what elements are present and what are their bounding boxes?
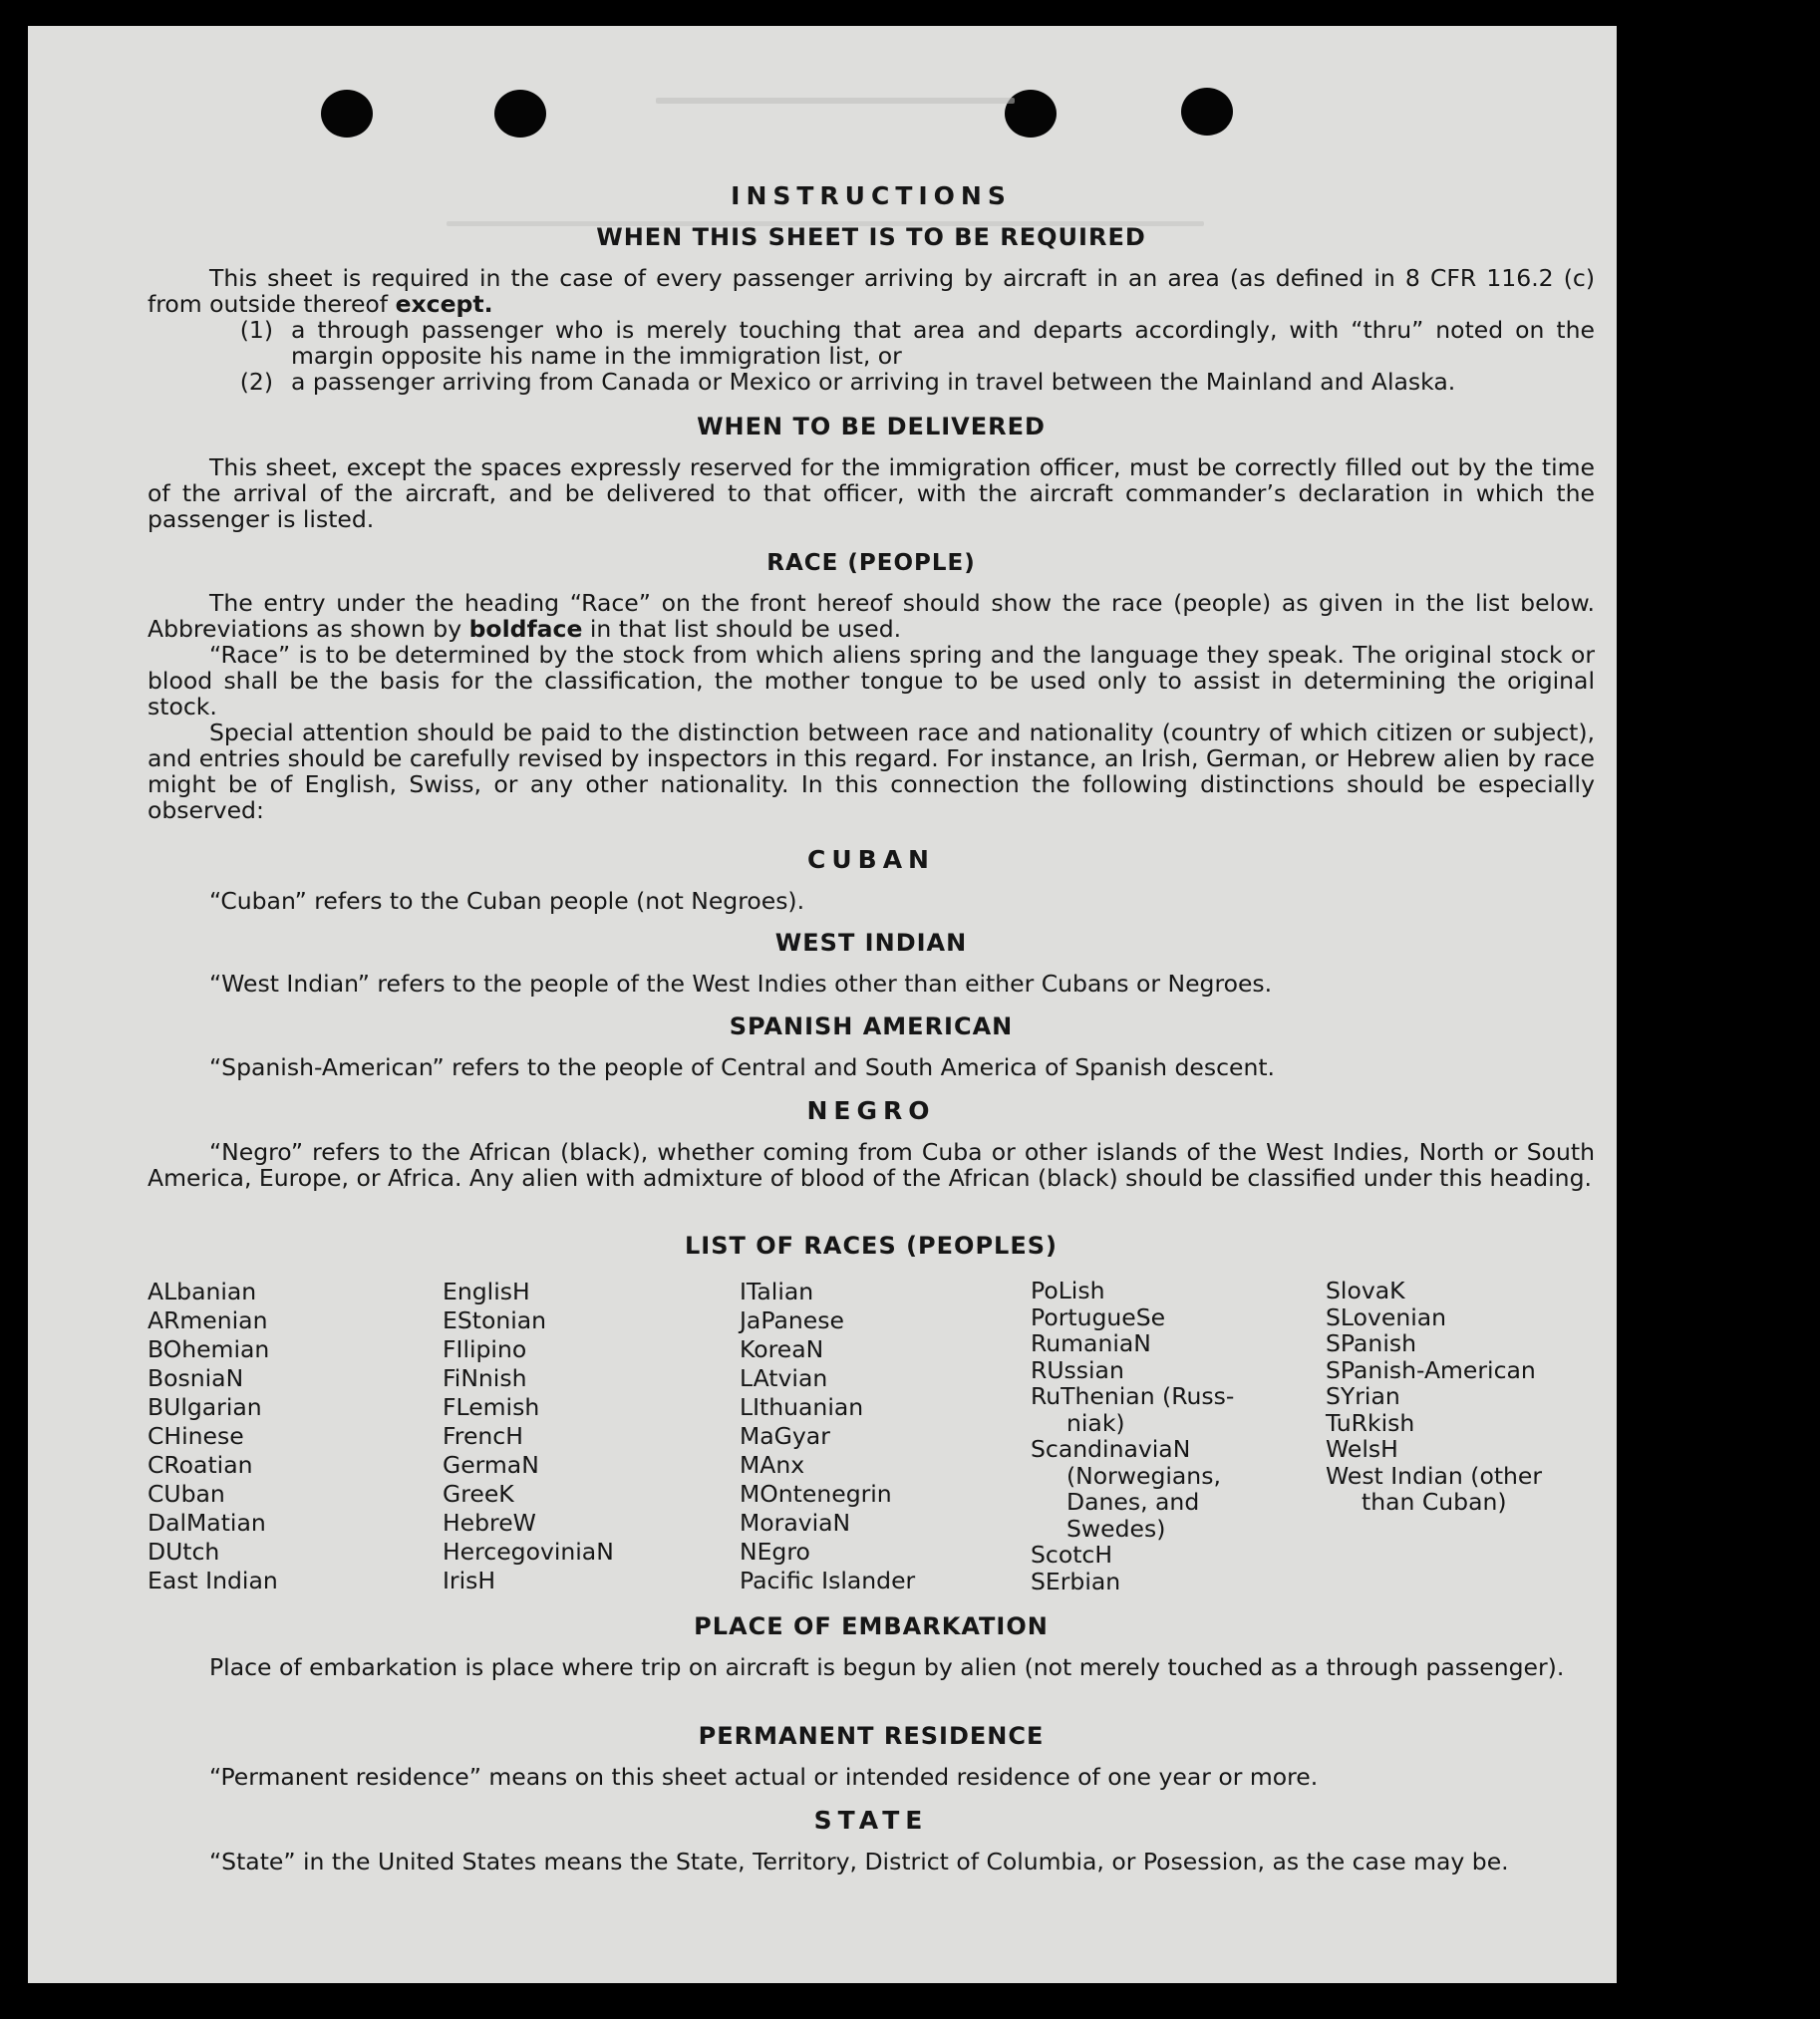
section-heading-spanish-american: SPANISH AMERICAN	[729, 1012, 1014, 1040]
race-item: MAnx	[740, 1451, 805, 1479]
section-heading-when-delivered: WHEN TO BE DELIVERED	[697, 413, 1046, 440]
page-title: INSTRUCTIONS	[731, 181, 1012, 210]
race-item: EStonian	[443, 1306, 547, 1334]
race-item: SLovenian	[1326, 1302, 1447, 1331]
race-item: BUlgarian	[148, 1393, 262, 1421]
list-item: (1) a through passenger who is merely touching that area and departs accordingly, with “thru” noted on the margin opposite his name in the immigration list, or	[239, 316, 1595, 370]
race-item: Danes, and	[1066, 1488, 1200, 1516]
race-item: ITalian	[740, 1278, 814, 1305]
race-paragraph: The entry under the heading “Race” on the front hereof should show the race (people) as given in the list below. Abbreviations as shown by boldface in that list should be used.	[148, 589, 1595, 643]
embarkation-paragraph: Place of embarkation is place where trip on aircraft is begun by alien (not merely touched as a through passenger).	[209, 1653, 1565, 1681]
race-item: LAtvian	[740, 1364, 828, 1392]
race-item: SYrian	[1326, 1382, 1400, 1410]
section-heading-west-indian: WEST INDIAN	[774, 929, 968, 957]
bleed-through-mark	[656, 98, 1015, 104]
race-item: ScotcH	[1031, 1541, 1113, 1569]
race-item: RuThenian (Russ-	[1031, 1382, 1235, 1410]
races-column	[443, 1278, 740, 1595]
cuban-paragraph: “Cuban” refers to the Cuban people (not Negroes).	[209, 887, 805, 915]
race-item: ScandinaviaN	[1031, 1435, 1191, 1463]
race-item: MaGyar	[740, 1422, 830, 1450]
race-item: MOntenegrin	[740, 1480, 892, 1508]
section-heading-when-required: WHEN THIS SHEET IS TO BE REQUIRED	[596, 223, 1146, 251]
race-item: ALbanian	[148, 1278, 257, 1305]
race-item: FLemish	[443, 1393, 540, 1421]
spanish-american-paragraph: “Spanish-American” refers to the people of Central and South America of Spanish descent.	[209, 1053, 1276, 1081]
race-item: BOhemian	[148, 1335, 270, 1363]
state-paragraph: “State” in the United States means the State, Territory, District of Columbia, or Posession, as the case may be.	[209, 1848, 1509, 1875]
race-item: DalMatian	[148, 1509, 266, 1537]
races-column	[148, 1278, 443, 1595]
document-sheet	[28, 26, 1617, 1983]
race-item: JaPanese	[740, 1306, 844, 1334]
punch-hole	[321, 90, 373, 138]
when-required-intro: This sheet is required in the case of every passenger arriving by aircraft in an area (as defined in 8 CFR 116.2 (c) from outside thereof	[148, 264, 1595, 318]
race-item: LIthuanian	[740, 1393, 864, 1421]
race-item: MoraviaN	[740, 1509, 851, 1537]
races-column	[1031, 1278, 1326, 1595]
race-item: SlovaK	[1326, 1277, 1405, 1304]
punch-hole	[1181, 88, 1233, 136]
section-heading-state: STATE	[813, 1806, 929, 1835]
race-item: East Indian	[148, 1567, 278, 1594]
race-item: RumaniaN	[1031, 1329, 1151, 1357]
race-item: CRoatian	[148, 1451, 253, 1479]
race-item: FrencH	[443, 1422, 523, 1450]
race-item: GermaN	[443, 1451, 539, 1479]
race-item: EnglisH	[443, 1278, 530, 1305]
race-item: than Cuban)	[1362, 1488, 1507, 1516]
race-item: RUssian	[1031, 1355, 1124, 1384]
race-item: BosniaN	[148, 1364, 244, 1392]
section-heading-embarkation: PLACE OF EMBARKATION	[694, 1612, 1049, 1640]
race-item: PoLish	[1031, 1277, 1105, 1304]
race-item: PortugueSe	[1031, 1302, 1166, 1331]
punch-hole	[494, 90, 546, 138]
race-item: NEgro	[740, 1538, 810, 1566]
race-item: SErbian	[1031, 1567, 1121, 1595]
section-heading-list-of-races: LIST OF RACES (PEOPLES)	[685, 1232, 1058, 1260]
race-item: West Indian (other	[1326, 1461, 1543, 1490]
list-item: (2) a passenger arriving from Canada or Mexico or arriving in travel between the Mainland and Alaska.	[239, 368, 1456, 396]
race-item: ARmenian	[148, 1306, 268, 1334]
race-item: SPanish	[1326, 1329, 1416, 1357]
section-heading-residence: PERMANENT RESIDENCE	[698, 1722, 1045, 1750]
section-heading-negro: NEGRO	[806, 1096, 936, 1125]
races-table	[148, 1278, 1595, 1595]
race-item: HercegoviniaN	[443, 1538, 614, 1566]
when-delivered-paragraph: This sheet, except the spaces expressly reserved for the immigration officer, must be correctly filled out by the time of the arrival of the aircraft, and be delivered to that officer, with the aircraft commander’s declaration in which the passenger is listed.	[148, 453, 1595, 533]
race-item: DUtch	[148, 1538, 220, 1566]
race-item: HebreW	[443, 1509, 536, 1537]
race-item: SPanish-American	[1326, 1355, 1536, 1384]
race-item: GreeK	[443, 1480, 514, 1508]
residence-paragraph: “Permanent residence” means on this sheet actual or intended residence of one year or more.	[209, 1763, 1319, 1791]
race-item: IrisH	[443, 1567, 496, 1594]
race-item: WelsH	[1326, 1435, 1398, 1463]
races-column	[1326, 1278, 1585, 1595]
race-item: FiNnish	[443, 1364, 527, 1392]
race-paragraph: Special attention should be paid to the distinction between race and nationality (country of which citizen or subject), and entries should be carefully revised by inspectors in this regard. For instance, an Irish, German, or Hebrew alien by race might be of English, Swiss, or any other nationality. In this connection the following distinctions should be especially observed:	[148, 719, 1595, 824]
race-item: KoreaN	[740, 1335, 824, 1363]
race-item: TuRkish	[1326, 1408, 1415, 1437]
races-column	[740, 1278, 1031, 1595]
race-item: Swedes)	[1066, 1514, 1166, 1543]
race-item: CHinese	[148, 1422, 244, 1450]
race-item: CUban	[148, 1480, 225, 1508]
race-item: FIlipino	[443, 1335, 527, 1363]
except-text: except.	[395, 290, 493, 318]
section-heading-cuban: CUBAN	[807, 845, 935, 874]
when-required-paragraph	[148, 265, 1595, 317]
race-item: niak)	[1066, 1408, 1125, 1437]
section-heading-race: RACE (PEOPLE)	[766, 550, 976, 576]
race-paragraph: “Race” is to be determined by the stock from which aliens spring and the language they speak. The original stock or blood shall be the basis for the classification, the mother tongue to be used only to assist in determining the original stock.	[148, 641, 1595, 721]
race-item: (Norwegians,	[1066, 1461, 1221, 1490]
west-indian-paragraph: “West Indian” refers to the people of the West Indies other than either Cubans or Negroes.	[209, 970, 1273, 998]
negro-paragraph: “Negro” refers to the African (black), whether coming from Cuba or other islands of the West Indies, North or South America, Europe, or Africa. Any alien with admixture of blood of the African (black) should be classified under this heading.	[148, 1138, 1595, 1192]
race-item: Pacific Islander	[740, 1567, 916, 1594]
